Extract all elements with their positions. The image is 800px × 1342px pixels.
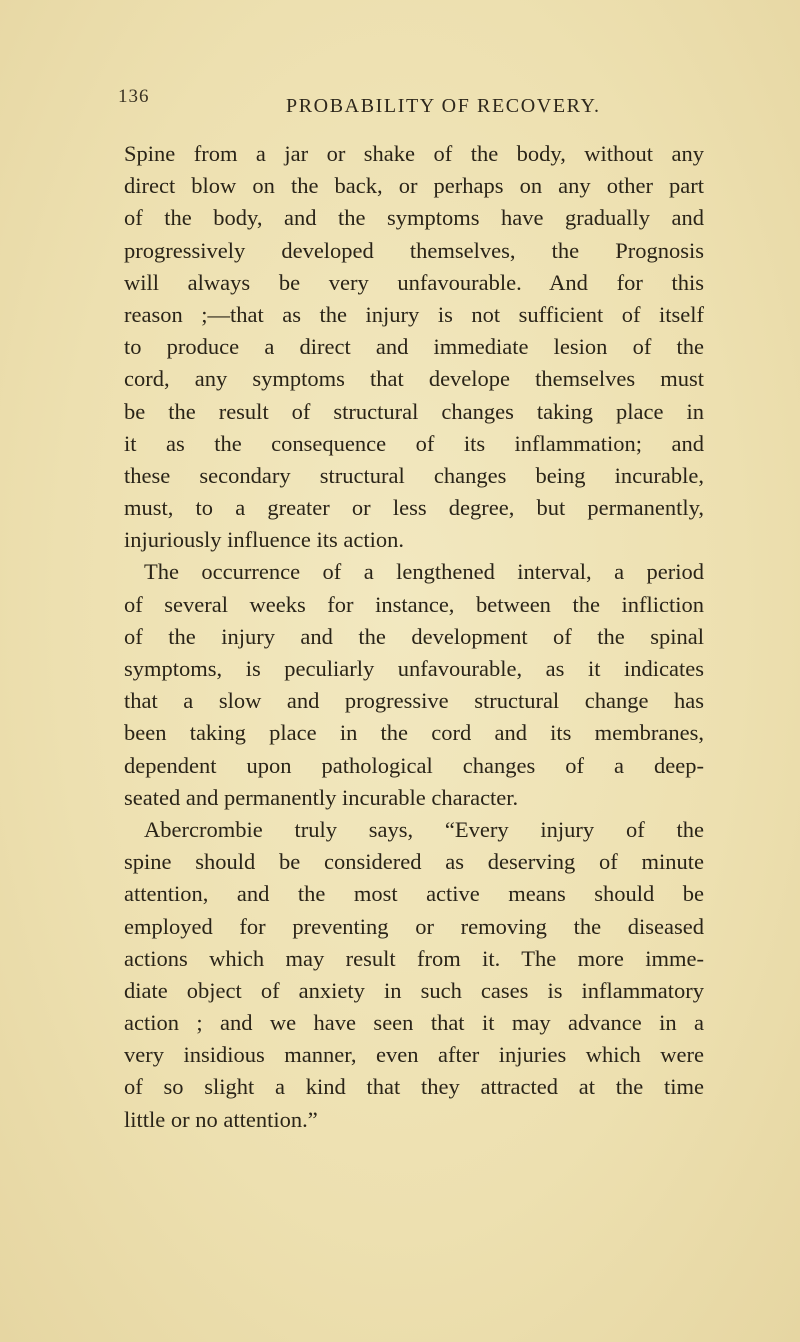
text-line: The occurrence of a lengthened interval, a period	[144, 559, 704, 585]
page-number: 136	[118, 86, 150, 107]
running-head-title: PROBABILITY OF RECOVERY.	[286, 95, 601, 117]
text-line: spine should be considered as deserving of minute	[124, 849, 704, 875]
text-line: to produce a direct and immediate lesion of the	[124, 334, 704, 360]
text-line: cord, any symptoms that develope themselves must	[124, 366, 704, 392]
paragraph	[124, 138, 704, 556]
paragraph	[124, 556, 704, 814]
text-line: diate object of anxiety in such cases is inflammatory	[124, 977, 704, 1003]
text-line: Spine from a jar or shake of the body, without any	[124, 141, 704, 166]
text-line: direct blow on the back, or perhaps on any other part	[124, 173, 704, 199]
text-line: attention, and the most active means should be	[124, 881, 704, 907]
text-line: been taking place in the cord and its membranes,	[124, 720, 704, 746]
text-line: seated and permanently incurable character.	[124, 784, 519, 810]
text-line: progressively developed themselves, the Prognosis	[124, 237, 704, 263]
text-line: Abercrombie truly says, “Every injury of the	[144, 816, 704, 842]
text-line: injuriously influence its action.	[124, 527, 404, 553]
text-line: very insidious manner, even after injuries which were	[124, 1042, 704, 1068]
text-line: of so slight a kind that they attracted at the time	[124, 1074, 704, 1100]
text-line: of several weeks for instance, between the infliction	[124, 591, 704, 617]
text-line: of the injury and the development of the spinal	[124, 623, 704, 649]
text-line: must, to a greater or less degree, but permanently,	[124, 495, 704, 521]
paragraph	[124, 814, 704, 1136]
text-line: symptoms, is peculiarly unfavourable, as it indicates	[124, 656, 704, 681]
text-line: action ; and we have seen that it may advance in a	[124, 1010, 704, 1036]
text-line: that a slow and progressive structural change has	[124, 688, 704, 714]
body-text	[124, 138, 704, 1136]
text-line: it as the consequence of its inflammation; and	[124, 430, 704, 456]
text-line: actions which may result from it. The more imme-	[124, 945, 704, 971]
text-line: these secondary structural changes being incurable,	[124, 462, 704, 488]
text-line: of the body, and the symptoms have gradually and	[124, 205, 704, 231]
text-line: dependent upon pathological changes of a deep-	[124, 752, 704, 778]
text-line: be the result of structural changes taking place in	[124, 398, 704, 424]
text-line: little or no attention.”	[124, 1106, 318, 1132]
text-line: will always be very unfavourable. And for this	[124, 269, 704, 295]
text-line: reason ;—that as the injury is not sufficient of itself	[124, 301, 704, 327]
text-line: employed for preventing or removing the diseased	[124, 913, 704, 939]
